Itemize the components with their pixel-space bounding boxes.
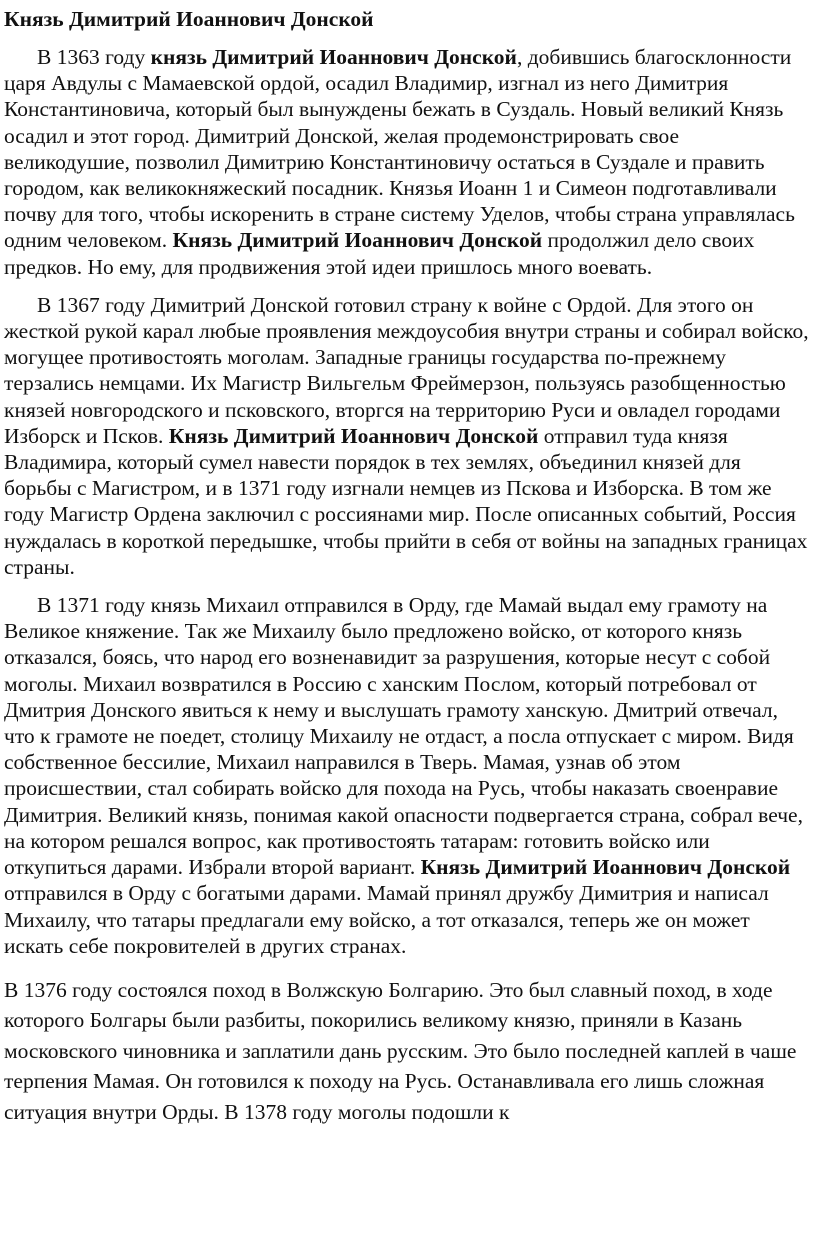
paragraph-3 (4, 592, 810, 959)
paragraph-text: отправился в Орду с богатыми дарами. Мамай принял дружбу Димитрия и написал Михаилу, что татары предлагали ему войско, а тот отказался, теперь же он может искать себе покровителей в других странах. (4, 881, 769, 958)
paragraph-2 (4, 292, 810, 580)
paragraph-text: В 1363 году (37, 45, 151, 69)
bold-prince-name: Князь Димитрий Иоаннович Донской (420, 855, 791, 880)
paragraph-text: , добившись благосклонности царя Авдулы с Мамаевской ордой, осадил Владимир, изгнал из него Димитрия Константиновича, который был вынуждены бежать в Суздаль. Новый великий Князь осадил и этот город. Димитрий Донской, желая продемонстрировать свое великодушие, позволил Димитрию Константиновичу остаться в Суздале и править городом, как великокняжеский посадник. Князья Иоанн 1 и Симеон подготавливали почву для того, чтобы искоренить в стране систему Уделов, чтобы страна управлялась одним человеком. (4, 45, 795, 253)
paragraph-text: В 1367 году Димитрий Донской готовил страну к войне с Ордой. Для этого он жесткой рукой карал любые проявления междоусобия внутри страны и собирал войско, могущее противостоять моголам. Западные границы государства по-прежнему терзались немцами. Их Магистр Вильгельм Фреймерзон, пользуясь разобщенностью князей новгородского и псковского, вторгся на территорию Руси и овладел городами Изборск и Псков. (4, 292, 809, 448)
paragraph-text: В 1376 году состоялся поход в Волжскую Болгарию. Это был славный поход, в ходе которого Болгары были разбиты, покорились великому князю, приняли в Казань московского чиновника и заплатили дань русским. Это было последней каплей в чаше терпения Мамая. Он готовился к походу на Русь. Останавливала его лишь сложная ситуация внутри Орды. В 1378 году моголы подошли к (4, 977, 797, 1124)
paragraph-text: продолжил дело своих предков. Но ему, для продвижения этой идеи пришлось много воевать. (4, 228, 755, 279)
bold-prince-name: Князь Димитрий Иоаннович Донской (168, 423, 539, 448)
document-title: Князь Димитрий Иоаннович Донской (4, 7, 374, 31)
paragraph-4 (4, 975, 810, 1128)
paragraph-1 (4, 44, 810, 280)
paragraph-text: В 1371 году князь Михаил отправился в Орду, где Мамай выдал ему грамоту на Великое княжение. Так же Михаилу было предложено войско, от которого князь отказался, боясь, что народ его возненавидит за разрушения, которые несут с собой моголы. Михаил возвратился в Россию с ханским Послом, который потребовал от Дмитрия Донского явиться к нему и выслушать грамоту ханскую. Дмитрий отвечал, что к грамоте не поедет, столицу Михаилу не отдаст, а посла отпускает с миром. Видя собственное бессилие, Михаил направился в Тверь. Мамая, узнав об этом происшествии, стал собирать войско для похода на Русь, чтобы наказать своенравие Димитрия. Великий князь, понимая какой опасности подвергается страна, собрал вече, на котором решался вопрос, как противостоять татарам: готовить войско или откупиться дарами. Избрали второй вариант. (4, 593, 803, 880)
paragraph-text: отправил туда князя Владимира, который сумел навести порядок в тех землях, объединил князей для борьбы с Магистром, и в 1371 году изгнали немцев из Пскова и Изборска. В том же году Магистр Ордена заключил с россиянами мир. После описанных событий, Россия нуждалась в короткой передышке, чтобы прийти в себя от войны на западных границах страны. (4, 423, 808, 579)
bold-prince-name: Князь Димитрий Иоаннович Донской (172, 228, 543, 253)
bold-prince-name: князь Димитрий Иоаннович Донской (150, 45, 517, 69)
